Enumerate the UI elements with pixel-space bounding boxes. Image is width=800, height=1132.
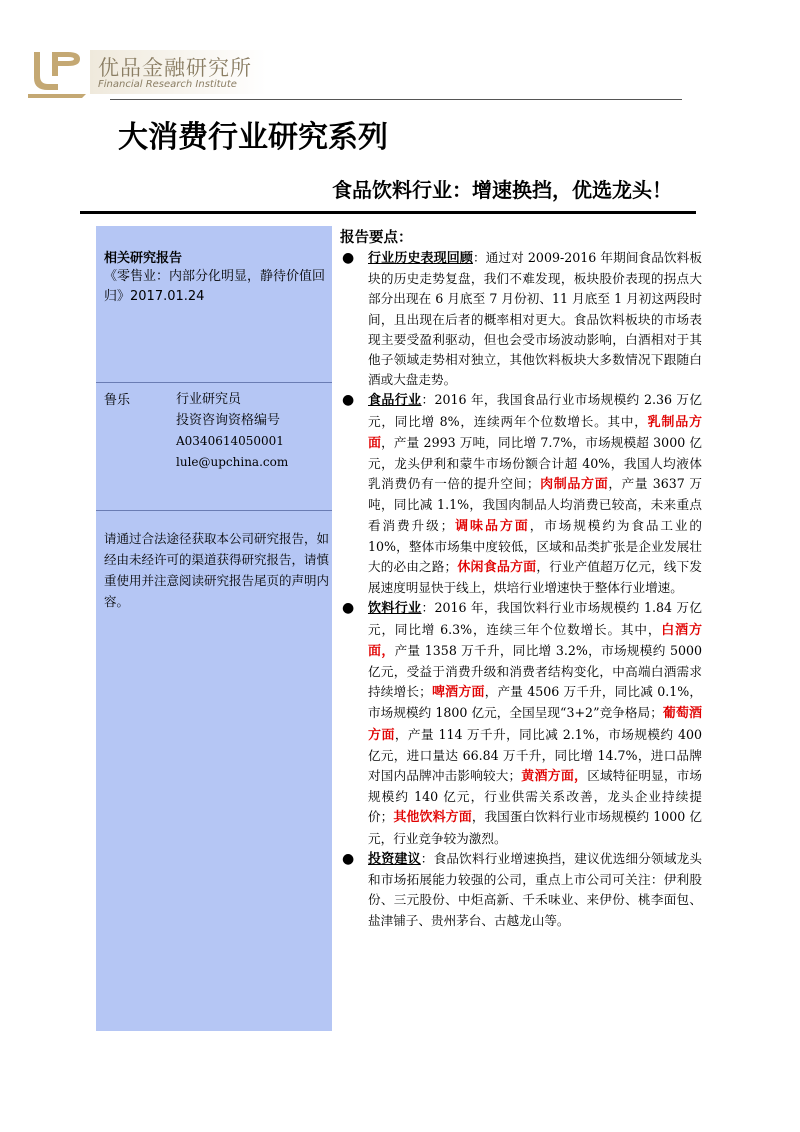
analyst-title: 行业研究员 [176, 392, 242, 407]
key-points-section [340, 226, 702, 931]
bullet-investment-advice [340, 849, 702, 931]
license-label: 投资咨询资格编号 [176, 413, 281, 428]
related-report-item: 《零售业：内部分化明显，静待价值回归》2017.01.24 [104, 269, 326, 304]
bullet-text: ：2016 年，我国饮料行业市场规模约 1.84 万亿元，同比增 6.3%，连续三年个位数增长。其中， [368, 600, 702, 637]
related-reports-section [96, 226, 332, 383]
bullet-keyword: 食品行业 [368, 393, 422, 409]
bullet-dot-icon: ● [342, 850, 355, 867]
highlight-meat: 肉制品方面 [539, 477, 609, 493]
disclaimer-text: 请通过合法途径获取本公司研究报告，如经由未经许可的渠道获得研究报告，请慎重使用并注意阅读研究报告尾页的声明内容。 [104, 531, 330, 609]
sidebar [96, 226, 332, 1031]
highlight-beer: 啤酒方面 [431, 685, 485, 701]
highlight-condiment: 调味品方面 [453, 518, 530, 534]
bullet-history-review [340, 248, 702, 390]
highlight-snack: 休闲食品方面 [457, 560, 537, 576]
highlight-huangjiu: 黄酒方面， [521, 769, 588, 785]
bullet-text: ：食品饮料行业增速换挡，建议优选细分领域龙头和市场拓展能力较强的公司，重点上市公司可关注：伊利股份、三元股份、中炬高新、千禾味业、来伊份、桃李面包、盐津铺子、贵州茅台、古越龙山等。 [368, 850, 702, 928]
up-logo-icon [28, 46, 90, 98]
analyst-details [176, 389, 288, 473]
bullet-text: 区域特征明显，市场规模约 140 亿元，行业供需关系改善，龙头企业持续提价； [368, 768, 703, 825]
bullet-beverage-industry [340, 598, 702, 848]
report-title: 食品饮料行业：增速换挡，优选龙头！ [332, 178, 672, 202]
logo-chinese-name: 优品金融研究所 [98, 56, 252, 80]
bullet-dot-icon: ● [342, 392, 355, 409]
series-title: 大消费行业研究系列 [118, 120, 388, 155]
logo-english-name: Financial Research Institute [98, 79, 237, 90]
bullet-text: ，产量 2993 万吨，同比增 7.7%，市场规模超 3000 亿元，龙头伊利和蒙牛市场份额合计超 40%，我国人均液体乳消费仍有一倍的提升空间； [368, 434, 702, 492]
highlight-baijiu: 白酒方面， [368, 622, 702, 659]
analyst-name: 鲁乐 [104, 393, 131, 408]
title-divider [80, 211, 696, 214]
bullet-food-industry [340, 390, 702, 598]
institute-logo [28, 46, 258, 98]
license-number: A0340614050001 [176, 434, 284, 448]
header-divider [110, 99, 682, 100]
highlight-wine: 葡萄酒方面 [368, 706, 702, 743]
bullet-text: ，产量 114 万千升，同比减 2.1%，市场规模约 400 亿元，进口量达 66.84 万千升，同比增 14.7%，进口品牌对国内品牌冲击影响较大； [368, 726, 702, 784]
analyst-email[interactable]: lule@upchina.com [176, 455, 289, 469]
highlight-dairy: 乳制品方面 [368, 414, 702, 451]
bullet-dot-icon: ● [342, 250, 355, 266]
analyst-section [96, 383, 332, 511]
related-reports-heading: 相关研究报告 [104, 251, 183, 266]
bullet-text: ，行业产值超万亿元，线下发展速度明显快于线上，烘培行业增速快于整体行业增速。 [368, 559, 703, 596]
bullet-text: ，产量 3637 万吨，同比减 1.1%，我国肉制品人均消费已较高，未来重点看消费升级； [368, 476, 702, 533]
bullet-keyword: 饮料行业 [368, 601, 422, 617]
bullet-dot-icon: ● [342, 600, 355, 617]
bullet-keyword: 投资建议 [368, 851, 421, 867]
highlight-other-beverage: 其他饮料方面 [393, 810, 472, 826]
bullet-text: ：2016 年，我国食品行业市场规模约 2.36 万亿元，同比增 8%，连续两年个位数增长。其中， [368, 392, 702, 429]
bullet-text: ，我国蛋白饮料行业市场规模约 1000 亿元，行业竞争较为激烈。 [368, 809, 702, 846]
bullet-keyword: 行业历史表现回顾 [368, 251, 473, 266]
bullet-text: 产量 1358 万千升，同比增 3.2%，市场规模约 5000 亿元，受益于消费升级和消费者结构变化，中高端白酒需求持续增长； [368, 642, 702, 700]
bullet-text: ：通过对 2009-2016 年期间食品饮料板块的历史走势复盘，我们不难发现，板块股价表现的拐点大部分出现在 6 月底至 7 月份初、11 月底至 1 月初这两段时间，且出现在后者的概率相对更大。食品饮料板块的市场表现主要受盈利驱动，但也会受市场波动影响，白酒相对于其他子领域走势相对独立，其他饮料板块大多数情况下跟随白酒或大盘走势。 [368, 250, 702, 388]
bullet-text: ，产量 4506 万千升，同比减 0.1%，市场规模约 1800 亿元，全国呈现“3+2”竞争格局； [368, 684, 702, 721]
bullet-text: ，市场规模约为食品工业的 10%，整体市场集中度较低，区域和品类扩张是企业发展壮大的必由之路； [368, 517, 703, 575]
key-points-title: 报告要点： [340, 230, 413, 246]
